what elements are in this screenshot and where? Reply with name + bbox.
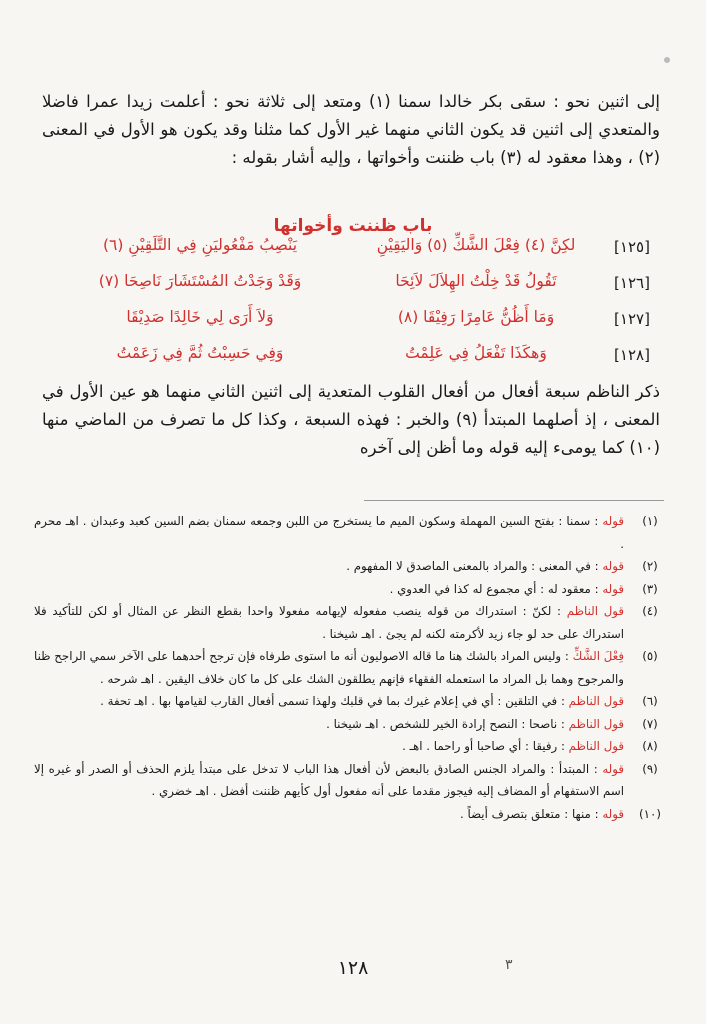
verse-first-hemistich: وَمَا أَظُنُّ عَامِرًا رَفِيْقَا (٨) [397, 308, 555, 326]
verse-number: [١٢٧] [614, 310, 650, 328]
corner-dot-mark [664, 57, 670, 63]
footnote [34, 555, 670, 578]
footnote-number: (٧) [642, 716, 658, 731]
commentary-paragraph: ذكر الناظم سبعة أفعال من أفعال القلوب المتعدية إلى اثنين الثاني منهما هو عين الأول في المعنى ، إذ أصلهما المبتدأ (٩) والخبر : فهذه السبعة ، وكذا كل ما تصرف من الماضي منها (١٠) كما يومىء إليه قوله وما أظن إلى آخره [42, 382, 660, 457]
footnote [34, 758, 670, 803]
footnote-text: : وليس المراد بالشك هنا ما قاله الاصوليون أنه ما استوى طرفاه فإن ترجح أحدهما على الآخر سمي الراجح ظنا والمرجوح وهما بل المراد ما استعمله الفقهاء فإنهم يطلقون الشك على كل ما كان خلاف اليقين . اهـ شرحه . [34, 649, 624, 686]
verse-first-hemistich: وَهكَذَا تَفْعَلُ فِي عَلِمْتُ [405, 344, 547, 362]
footnote-label: قول الناظم [568, 739, 624, 753]
footnote [34, 645, 670, 690]
page-signature-mark: ٣ [505, 957, 513, 973]
footnote [34, 803, 670, 826]
footnote-divider [364, 500, 664, 501]
footnote-label: قوله [602, 806, 624, 821]
verse-row [38, 268, 668, 304]
footnote-text: : في المعنى : والمراد بالمعنى الماصدق لا المفهوم . [346, 559, 599, 573]
verse-first-hemistich: لكِنَّ (٤) فِعْلَ الشَّكِّ (٥) وَاليَقِيْنِ [376, 236, 576, 254]
footnote-text: : المبتدأ : والمراد الجنس الصادق بالبعض لأن أفعال هذا الباب لا تدخل على مبتدأ يلزم الحذف أو الصدر أو غيره إلا اسم الاستفهام أو المضاف إليه فيجوز مقدما على أنه مفعول أول كأيهم ظننت أفضل . اهـ خضري . [34, 761, 624, 798]
verse-second-hemistich: وَفِي حَسِبْتُ ثُمَّ فِي زَعَمْتُ [116, 344, 284, 362]
footnote-number: (١) [642, 514, 658, 528]
footnote-number: (٣) [642, 581, 658, 596]
footnote-number: (٨) [642, 739, 658, 753]
footnote-label: فِعْلَ الشَّكِّ [572, 649, 625, 663]
section-heading: باب ظننت وأخواتها [273, 216, 433, 236]
footnote-number: (١٠) [639, 806, 661, 821]
footnote [34, 510, 670, 555]
verse-row [38, 340, 668, 376]
footnote-number: (٤) [642, 604, 658, 618]
footnote-label: قوله [602, 581, 624, 596]
footnote-label: قول الناظم [568, 694, 624, 708]
footnote-text: : سمنا : بفتح السين المهملة وسكون الميم ما يستخرج من اللبن وجمعه سمنان بضم السين كعبد وعبدان . اهـ محرم . [34, 514, 624, 551]
verse-number: [١٢٥] [614, 238, 650, 256]
footnote [34, 713, 670, 736]
footnote-label: قوله [602, 559, 624, 573]
footnote-text: : رفيقا : أي صاحبا أو راحما . اهـ . [402, 739, 565, 753]
footnote-number: (٥) [642, 649, 658, 663]
verse-second-hemistich: يَنْصِبُ مَفْعُوليَنِ فِي التَّلَقِيْنِ (٦) [102, 236, 298, 254]
footnote [34, 578, 670, 601]
footnote-label: قول الناظم [566, 604, 625, 618]
verse-row [38, 232, 668, 268]
verse-number: [١٢٨] [614, 346, 650, 364]
footnote-text: : لكنّ : استدراك من قوله ينصب مفعوله لإيهامه مفعولا واحدا بقطع النظر عن المثال أو لكن للتأكيد فلا استدراك على حد لو جاء زيد لأكرمته لكنه لم يجئ . اهـ شيخنا . [34, 604, 624, 641]
verse-row [38, 304, 668, 340]
footnote-number: (٢) [642, 559, 658, 573]
verse-number: [١٢٦] [614, 274, 650, 292]
footnote-text: : معقود له : أي مجموع له كذا في العدوي . [389, 581, 599, 596]
footnote [34, 600, 670, 645]
verse-second-hemistich: وَقَدْ وَجَدْتُ المُسْتَشَارَ نَاصِحَا (٧) [98, 272, 302, 290]
footnotes [34, 510, 670, 825]
footnote-text: : ناصحا : النصح إرادة الخير للشخص . اهـ شيخنا . [326, 716, 565, 731]
verses-block [38, 232, 668, 376]
footnote-number: (٩) [642, 761, 658, 776]
footnote-number: (٦) [642, 694, 658, 708]
footnote-text: : في التلقين : أي في إعلام غيرك بما في قلبك ولهذا تسمى أفعال القارب لقيامها بها . اهـ تحفة . [100, 694, 565, 708]
footnote-label: قوله [602, 514, 625, 528]
footnote-text: : منها : متعلق بتصرف أيضاً . [459, 806, 599, 821]
page-number: ١٢٨ [337, 957, 369, 979]
footnote [34, 690, 670, 713]
intro-paragraph: إلى اثنين نحو : سقى بكر خالدا سمنا (١) ومتعد إلى ثلاثة نحو : أعلمت زيدا عمرا فاضلا والمتعدي إلى اثنين قد يكون الثاني منهما غير الأول كما مثلنا وقد يكون هو الأول في المعنى (٢) ، وهذا معقود له (٣) باب ظننت وأخواتها ، وإليه أشار بقوله : [42, 92, 660, 167]
verse-first-hemistich: تَقُولُ قَدْ خِلْتُ الهِلاَلَ لاَئِحَا [395, 272, 557, 290]
footnote-label: قول الناظم [568, 716, 624, 731]
verse-second-hemistich: وَلاَ أَرَى لِي خَالِدًا صَدِيْقَا [126, 308, 274, 326]
footnote [34, 735, 670, 758]
footnote-label: قوله [602, 761, 624, 776]
